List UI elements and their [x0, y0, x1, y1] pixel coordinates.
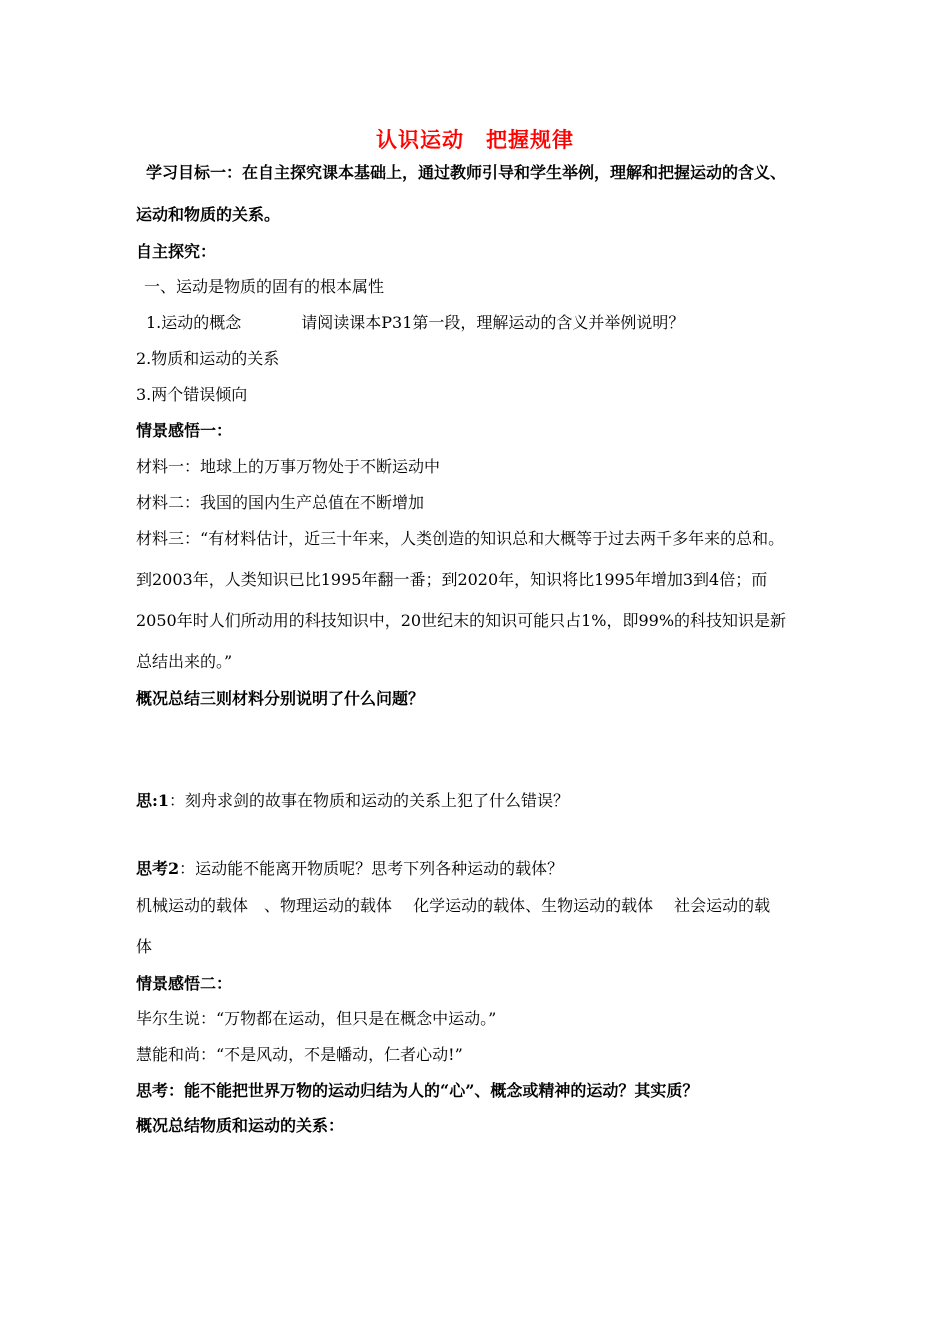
material-3-line-1: 材料三：“有材料估计，近三十年来，人类创造的知识总和大概等于过去两千多年来的总和。 [136, 529, 785, 548]
think-1-label: 思:1 [136, 791, 170, 810]
learning-goal-line-2: 运动和物质的关系。 [136, 205, 281, 224]
scene-1-heading: 情景感悟一： [136, 421, 233, 440]
material-3-line-2: 到2003年，人类知识已比1995年翻一番；到2020年，知识将比1995年增加3到4倍；而 [136, 570, 768, 589]
think-2 [136, 859, 563, 879]
material-2: 材料二：我国的国内生产总值在不断增加 [136, 493, 425, 512]
think-1 [136, 791, 569, 811]
self-study-heading: 自主探究： [136, 242, 217, 261]
material-3-line-3: 2050年时人们所动用的科技知识中，20世纪末的知识可能只占1%，即99%的科技知识是新 [136, 611, 787, 630]
list-item-2: 2.物质和运动的关系 [136, 349, 280, 368]
material-1: 材料一：地球上的万事万物处于不断运动中 [136, 457, 441, 476]
carriers-line-1: 机械运动的载体 、物理运动的载体 化学运动的载体、生物运动的载体 社会运动的载 [136, 896, 771, 915]
think-3: 思考：能不能把世界万物的运动归结为人的“心”、概念或精神的运动？其实质？ [136, 1081, 699, 1100]
list-item-3: 3.两个错误倾向 [136, 385, 248, 404]
scene-2-heading: 情景感悟二： [136, 974, 233, 993]
list-item-1-task: 请阅读课本P31第一段，理解运动的含义并举例说明？ [301, 313, 685, 332]
quote-2: 慧能和尚：“不是风动，不是幡动，仁者心动!” [136, 1045, 463, 1064]
list-item-1 [146, 313, 684, 333]
think-1-text: ：刻舟求剑的故事在物质和运动的关系上犯了什么错误？ [169, 791, 570, 810]
summary-question-1: 概况总结三则材料分别说明了什么问题？ [136, 689, 425, 708]
think-2-text: ：运动能不能离开物质呢？思考下列各种运动的载体？ [179, 859, 564, 878]
carriers-line-2: 体 [136, 937, 153, 956]
material-3-line-4: 总结出来的。” [136, 652, 233, 671]
section-heading: 一、运动是物质的固有的根本属性 [144, 277, 385, 296]
learning-goal-line-1: 学习目标一：在自主探究课本基础上，通过教师引导和学生举例，理解和把握运动的含义、 [146, 163, 787, 182]
list-item-1-label: 1.运动的概念 [146, 313, 242, 332]
quote-1: 毕尔生说：“万物都在运动，但只是在概念中运动。” [136, 1009, 497, 1028]
summary-question-2: 概况总结物质和运动的关系： [136, 1116, 345, 1135]
page-title: 认识运动 把握规律 [376, 127, 574, 152]
think-2-label: 思考2 [136, 859, 180, 878]
